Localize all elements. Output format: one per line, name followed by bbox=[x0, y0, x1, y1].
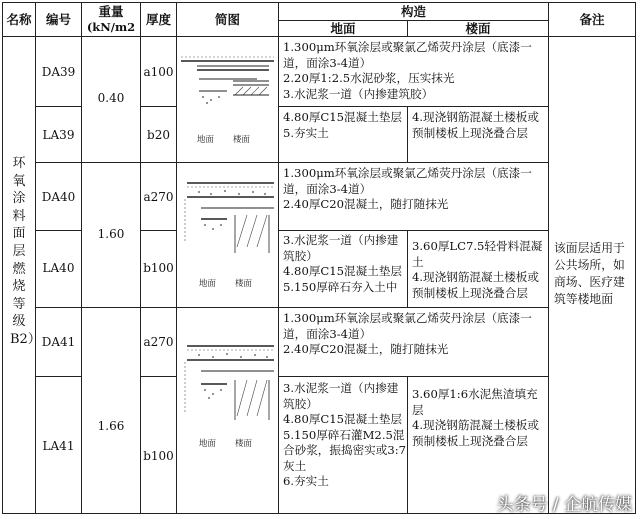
caption-ground-g2: 地面 bbox=[199, 279, 217, 289]
header-construction-cell bbox=[278, 2, 549, 21]
common-layers-g3: 1.300μm环氧涂层或聚氯乙烯荧丹涂层（底漆一道，面涂3-4道） 2.40厚C20混凝土，随打随抹光 bbox=[283, 311, 532, 356]
thickness-cell-b-g3 bbox=[140, 376, 177, 514]
code-da41: DA41 bbox=[41, 335, 76, 349]
ground-cell-g2 bbox=[278, 230, 408, 308]
ground-cell-g1 bbox=[278, 106, 408, 163]
header-drawing-cell bbox=[176, 2, 279, 37]
surface-name: 环氧涂料面层 燃烧等级B2） bbox=[10, 156, 41, 347]
thickness-cell-a-g2 bbox=[140, 162, 177, 231]
code-cell-da39 bbox=[35, 36, 82, 107]
weight-cell-g2 bbox=[81, 162, 141, 308]
code-da40: DA40 bbox=[41, 190, 76, 204]
header-weight: 重量 bbox=[98, 4, 124, 19]
header-ground-cell bbox=[278, 20, 408, 37]
code-da39: DA39 bbox=[41, 65, 76, 79]
common-cell-g1 bbox=[278, 36, 549, 107]
header-thickness: 厚度 bbox=[145, 12, 171, 27]
thickness-a-g3: a270 bbox=[143, 335, 174, 349]
caption-ground-g1: 地面 bbox=[197, 135, 215, 145]
common-layers-g2: 1.300μm环氧涂层或聚氯乙烯荧丹涂层（底漆一道，面涂3-4道） 2.40厚C20混凝土，随打随抹光 bbox=[283, 166, 532, 211]
header-weight-unit: (kN/m2 bbox=[86, 20, 136, 34]
header-weight-cell bbox=[81, 2, 141, 37]
ground-layers-g2: 3.水泥浆一道（内掺建筑胶） 4.80厚C15混凝土垫层 5.150厚碎石夯入土中 bbox=[283, 233, 403, 294]
code-la39: LA39 bbox=[42, 128, 75, 142]
thickness-cell-b-g2 bbox=[140, 230, 177, 308]
common-layers-g1: 1.300μm环氧涂层或聚氯乙烯荧丹涂层（底漆一道，面涂3-4道） 2.20厚1:2.5水泥砂浆，压实抹光 3.水泥浆一道（内掺建筑胶） bbox=[283, 40, 532, 101]
weight-g2: 1.60 bbox=[97, 227, 125, 241]
thickness-b-g2: b100 bbox=[143, 261, 174, 275]
name-cell bbox=[2, 36, 41, 514]
code-la41: LA41 bbox=[42, 439, 75, 453]
floor-cell-g1 bbox=[407, 106, 549, 163]
code-cell-la41 bbox=[35, 376, 82, 514]
section-diagram-g3 bbox=[177, 308, 278, 513]
header-name-cell bbox=[2, 2, 36, 37]
thickness-a-g2: a270 bbox=[143, 190, 174, 204]
ground-layers-g3: 3.水泥浆一道（内掺建筑胶） 4.80厚C15混凝土垫层5.150厚碎石灌M2.5混合砂浆，振捣密实或3:7灰土 6.夯实土 bbox=[283, 381, 407, 488]
header-floor: 楼面 bbox=[465, 21, 491, 36]
caption-floor-g1: 楼面 bbox=[233, 135, 251, 145]
ground-layers-g1: 4.80厚C15混凝土垫层 5.夯实土 bbox=[283, 110, 403, 140]
remark-cell bbox=[548, 36, 636, 514]
weight-cell-g1 bbox=[81, 36, 141, 163]
header-construction: 构造 bbox=[400, 4, 426, 19]
thickness-cell-a-g3 bbox=[140, 307, 177, 377]
remark-text: 该面层适用于公共场所，如商场、医疗建筑等楼地面 bbox=[554, 241, 625, 306]
construction-spec-table bbox=[2, 2, 636, 514]
header-remark-cell bbox=[548, 2, 636, 37]
common-cell-g2 bbox=[278, 162, 549, 231]
code-cell-da40 bbox=[35, 162, 82, 231]
code-cell-da41 bbox=[35, 307, 82, 377]
header-ground: 地面 bbox=[330, 21, 356, 36]
thickness-cell-b-g1 bbox=[140, 106, 177, 163]
weight-cell-g3 bbox=[81, 307, 141, 514]
code-cell-la39 bbox=[35, 106, 82, 163]
caption-floor-g2: 楼面 bbox=[235, 279, 253, 289]
thickness-a-g1: a100 bbox=[143, 65, 174, 79]
caption-ground-g3: 地面 bbox=[199, 439, 217, 449]
header-floor-cell bbox=[407, 20, 549, 37]
section-diagram-g1 bbox=[177, 37, 278, 162]
floor-layers-g3: 3.60厚1:6水泥焦渣填充层 4.现浇钢筋混凝土楼板或预制楼板上现浇叠合层 bbox=[412, 387, 539, 448]
weight-g3: 1.66 bbox=[97, 419, 125, 433]
header-remark: 备注 bbox=[579, 12, 605, 27]
floor-layers-g1: 4.现浇钢筋混凝土楼板或预制楼板上现浇叠合层 bbox=[412, 110, 539, 140]
section-diagram-g2 bbox=[177, 163, 278, 307]
watermark: 头条号 / 企航传媒 bbox=[496, 495, 632, 515]
header-code: 编号 bbox=[45, 12, 71, 27]
header-drawing: 简图 bbox=[214, 12, 240, 27]
header-code-cell bbox=[35, 2, 82, 37]
code-la40: LA40 bbox=[42, 261, 75, 275]
code-cell-la40 bbox=[35, 230, 82, 308]
header-name: 名称 bbox=[6, 12, 32, 27]
weight-g1: 0.40 bbox=[97, 91, 125, 105]
header-thickness-cell bbox=[140, 2, 177, 37]
drawing-cell-g2 bbox=[176, 162, 279, 308]
common-cell-g3 bbox=[278, 307, 549, 377]
drawing-cell-g3 bbox=[176, 307, 279, 514]
thickness-b-g1: b20 bbox=[147, 128, 170, 142]
drawing-cell-g1 bbox=[176, 36, 279, 163]
thickness-b-g3: b100 bbox=[143, 449, 174, 463]
ground-cell-g3 bbox=[278, 376, 408, 514]
floor-cell-g2 bbox=[407, 230, 549, 308]
caption-floor-g3: 楼面 bbox=[235, 439, 253, 449]
thickness-cell-a-g1 bbox=[140, 36, 177, 107]
floor-layers-g2: 3.60厚LC7.5轻骨料混凝土 4.现浇钢筋混凝土楼板或预制楼板上现浇叠合层 bbox=[412, 239, 543, 300]
